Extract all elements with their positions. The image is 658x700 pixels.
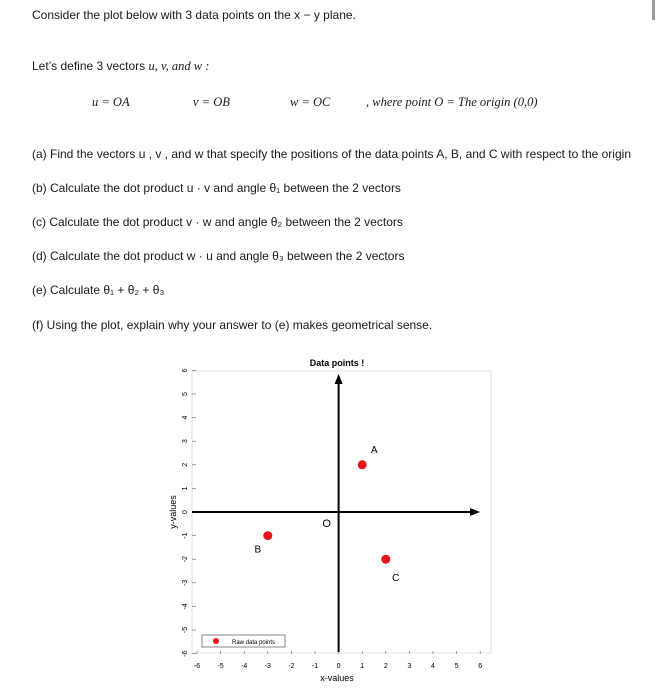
x-tick-label: 1 <box>360 663 365 670</box>
y-tick-label: -3 <box>182 579 189 586</box>
x-tick-label: 3 <box>407 663 412 670</box>
y-tick-label: 2 <box>182 462 189 467</box>
y-tick-label: -5 <box>182 626 189 634</box>
data-point-b <box>263 531 272 540</box>
x-tick-label: 6 <box>478 663 483 670</box>
y-tick-label: 6 <box>182 368 189 373</box>
y-tick-label: -4 <box>182 603 189 610</box>
y-axis-label: y-values <box>168 495 178 529</box>
question-a: (a) Find the vectors u , v , and w that specify the positions of the data points A, B, and C with respect to the origin <box>32 147 631 161</box>
x-tick-label: -6 <box>193 663 201 670</box>
origin-note: , where point O = The origin (0,0) <box>366 95 538 109</box>
x-tick-label: -1 <box>311 663 319 670</box>
x-axis-label: x-values <box>320 673 354 683</box>
x-axis-arrow <box>470 508 480 516</box>
y-tick-label: 0 <box>182 510 189 514</box>
point-label-a: A <box>370 444 378 456</box>
legend-marker <box>213 638 219 644</box>
point-label-c: C <box>392 573 400 585</box>
y-tick-label: -6 <box>182 650 189 657</box>
y-tick-label: -1 <box>182 532 189 539</box>
y-tick-label: 3 <box>182 439 189 444</box>
question-f: (f) Using the plot, explain why your answer to (e) makes geometrical sense. <box>32 318 433 332</box>
data-point-a <box>358 460 367 469</box>
intro-text: Consider the plot below with 3 data points on the x − y plane. <box>32 8 356 22</box>
x-tick-label: 4 <box>431 663 435 670</box>
definition-line: Let’s define 3 vectors u, v, and w : <box>32 59 210 73</box>
x-tick-label: -3 <box>264 663 271 670</box>
x-tick-label: -5 <box>217 663 224 670</box>
question-c: (c) Calculate the dot product v · w and angle θ₂ between the 2 vectors <box>32 215 403 229</box>
y-tick-label: 5 <box>182 392 189 396</box>
vector-list: u, v, and w : <box>148 59 210 73</box>
legend-label: Raw data points <box>232 640 276 646</box>
point-label-b: B <box>254 544 262 556</box>
x-tick-label: 5 <box>454 663 459 670</box>
origin-label: O <box>322 518 331 530</box>
y-axis-arrow <box>335 374 343 384</box>
y-tick-label: 4 <box>182 415 189 420</box>
x-tick-label: 2 <box>383 663 388 670</box>
question-d: (d) Calculate the dot product w · u and angle θ₃ between the 2 vectors <box>32 249 405 263</box>
question-e: (e) Calculate θ₁ + θ₂ + θ₃ <box>32 283 165 297</box>
y-tick-label: 1 <box>182 486 189 491</box>
equation-w: w = OC <box>290 95 331 109</box>
data-point-c <box>381 555 390 564</box>
chart-title: Data points ! <box>309 358 365 368</box>
y-tick-label: -2 <box>182 556 189 563</box>
question-b: (b) Calculate the dot product u · v and angle θ₁ between the 2 vectors <box>32 181 401 195</box>
x-tick-label: 0 <box>336 663 341 670</box>
x-tick-label: -4 <box>241 663 248 670</box>
legend <box>202 635 285 647</box>
x-tick-label: -2 <box>288 663 295 670</box>
equation-u: u = OA <box>92 95 130 109</box>
equation-v: v = OB <box>193 95 230 109</box>
